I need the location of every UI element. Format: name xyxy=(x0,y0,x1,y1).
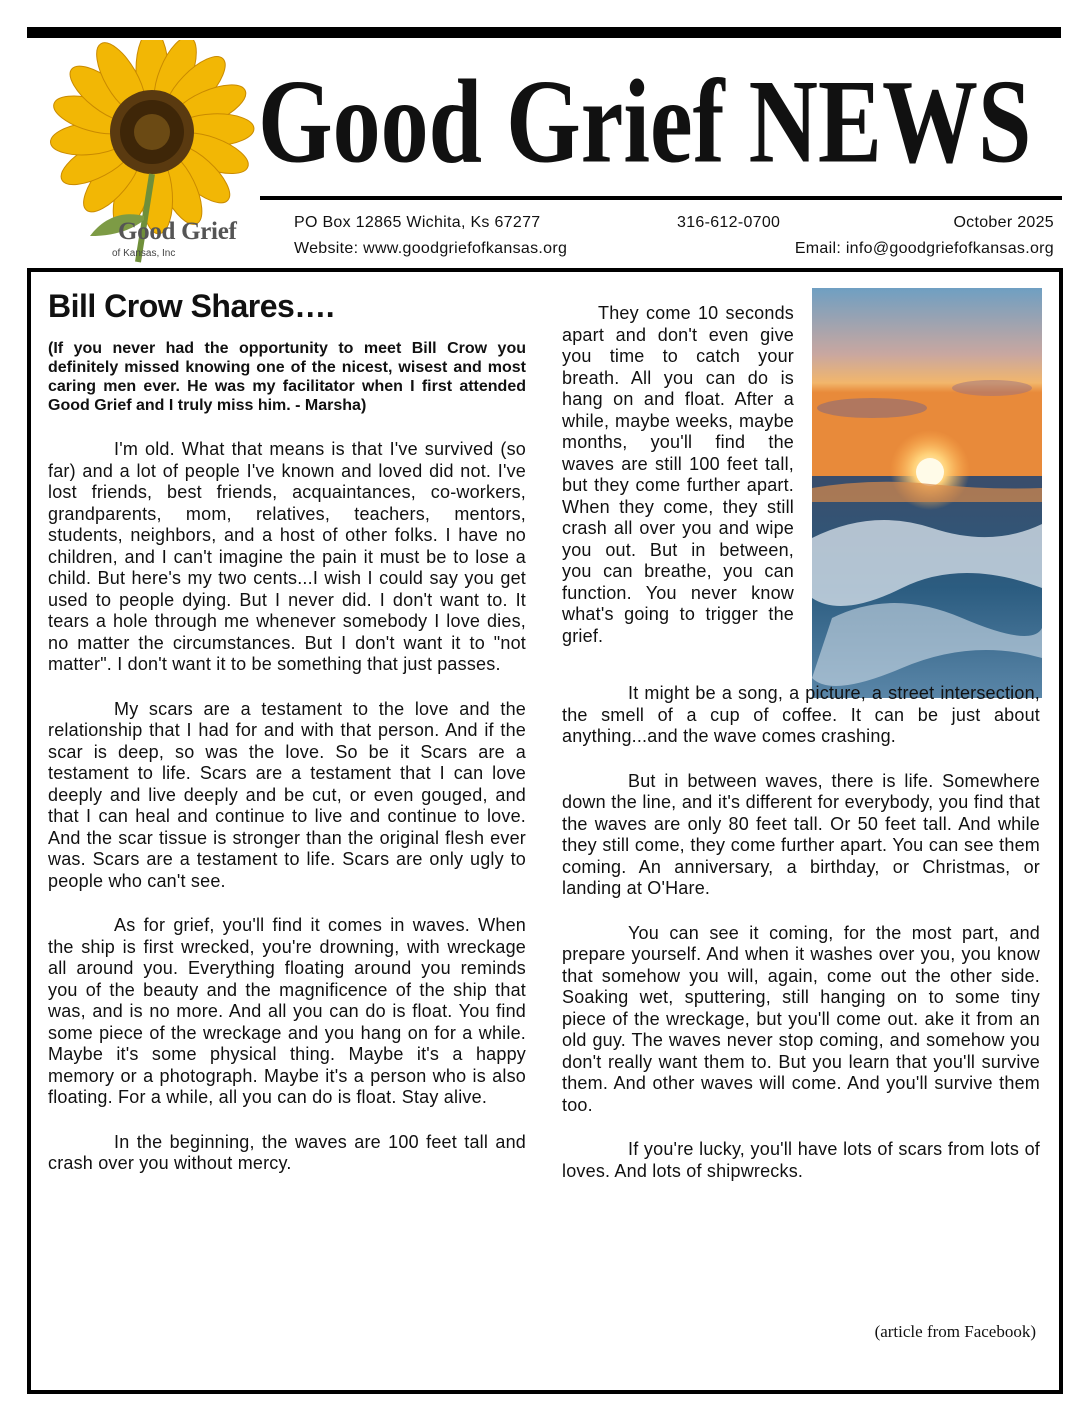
paragraph: It might be a song, a picture, a street intersection, the smell of a cup of coffee. It can be just about anything...and the wave comes crashing. xyxy=(562,683,1040,746)
address: PO Box 12865 Wichita, Ks 67277 xyxy=(294,214,541,231)
left-column xyxy=(48,288,526,1175)
article-title: Bill Crow Shares…. xyxy=(48,288,335,324)
paragraph: My scars are a testament to the love and the relationship that I had for and with that person. And if the scar is deep, so was the love. So be it Scars are a testament to life. Scars are a testament that I can love deeply and live deeply and be cut, or even gouged, and that I can heal and continue to live and continue to love. And the scar tissue is stronger than the original flesh ever was. Scars are a testament to life. Scars are only ugly to people who can't see. xyxy=(48,698,526,891)
paragraph: But in between waves, there is life. Somewhere down the line, and it's different for everybody, you find that the waves are only 80 feet tall. Or 50 feet tall. And while they still come, they come further apart. You can see them coming. An anniversary, a birthday, or Christmas, or landing at O'Hare. xyxy=(562,770,1040,898)
article-credit: (article from Facebook) xyxy=(874,1322,1036,1341)
logo-name: Good Grief xyxy=(118,218,237,245)
paragraph: As for grief, you'll find it comes in waves. When the ship is first wrecked, you're drowning, with wreckage all around you. Everything floating around you reminds you of the beauty and the magnificence of the ship that was, and is no more. And all you can do is float. You find some piece of the wreckage and you hang on for a while. Maybe it's some physical thing. Maybe it's a happy memory or a photograph. Maybe it's a person who is also floating. For a while, all you can do is float. Stay alive. xyxy=(48,915,526,1107)
right-column xyxy=(562,303,1040,1182)
logo-subtitle: of Kansas, Inc xyxy=(112,248,176,259)
issue-date: October 2025 xyxy=(953,214,1054,231)
website-link[interactable]: Website: www.goodgriefofkansas.org xyxy=(294,240,568,257)
paragraph: In the beginning, the waves are 100 feet tall and crash over you without mercy. xyxy=(48,1131,526,1173)
paragraph: If you're lucky, you'll have lots of scars from lots of loves. And lots of shipwrecks. xyxy=(562,1139,1040,1181)
email-link[interactable]: Email: info@goodgriefofkansas.org xyxy=(794,240,1054,257)
paragraph: You can see it coming, for the most part, and prepare yourself. And when it washes over you, you know that somehow you will, again, come out the other side. Soaking wet, sputtering, still hanging on to some tiny piece of the wreckage, but you'll come out. ake it from an old guy. The waves never stop coming, and somehow you don't really want them to. But you learn that you'll survive them. And other waves will come. And you'll survive them too. xyxy=(562,922,1040,1115)
masthead-title: Good Grief NEWS xyxy=(258,53,1032,188)
article-intro: (If you never had the opportunity to meet Bill Crow you definitely missed knowing one of the nicest, wisest and most caring men ever. He was my facilitator when I first attended Good Grief and I truly miss him. - Marsha) xyxy=(48,340,526,414)
paragraph: They come 10 seconds apart and don't even give you time to catch your breath. All you can do is hang on and float. After a while, maybe weeks, maybe months, you'll find the waves are still 100 feet tall, but they come further apart. When they come, they still crash all over you and wipe you out. But in between, you can breathe, you can function. You never know what's going to trigger the grief. xyxy=(562,303,794,646)
masthead-rule xyxy=(260,196,1062,200)
paragraph: I'm old. What that means is that I've survived (so far) and a lot of people I've known and loved did not. I've lost friends, best friends, acquaintances, co-workers, grandparents, mom, relatives, teachers, mentors, students, neighbors, and a host of other folks. I have no children, and I can't imagine the pain it must be to lose a child. But here's my two cents...I wish I could say you get used to people dying. But I never did. I don't want to. It tears a hole through me whenever somebody I love dies, no matter the circumstances. But I don't want it to "not matter". I don't want it to be something that just passes. xyxy=(48,439,526,674)
phone: 316-612-0700 xyxy=(677,214,781,231)
